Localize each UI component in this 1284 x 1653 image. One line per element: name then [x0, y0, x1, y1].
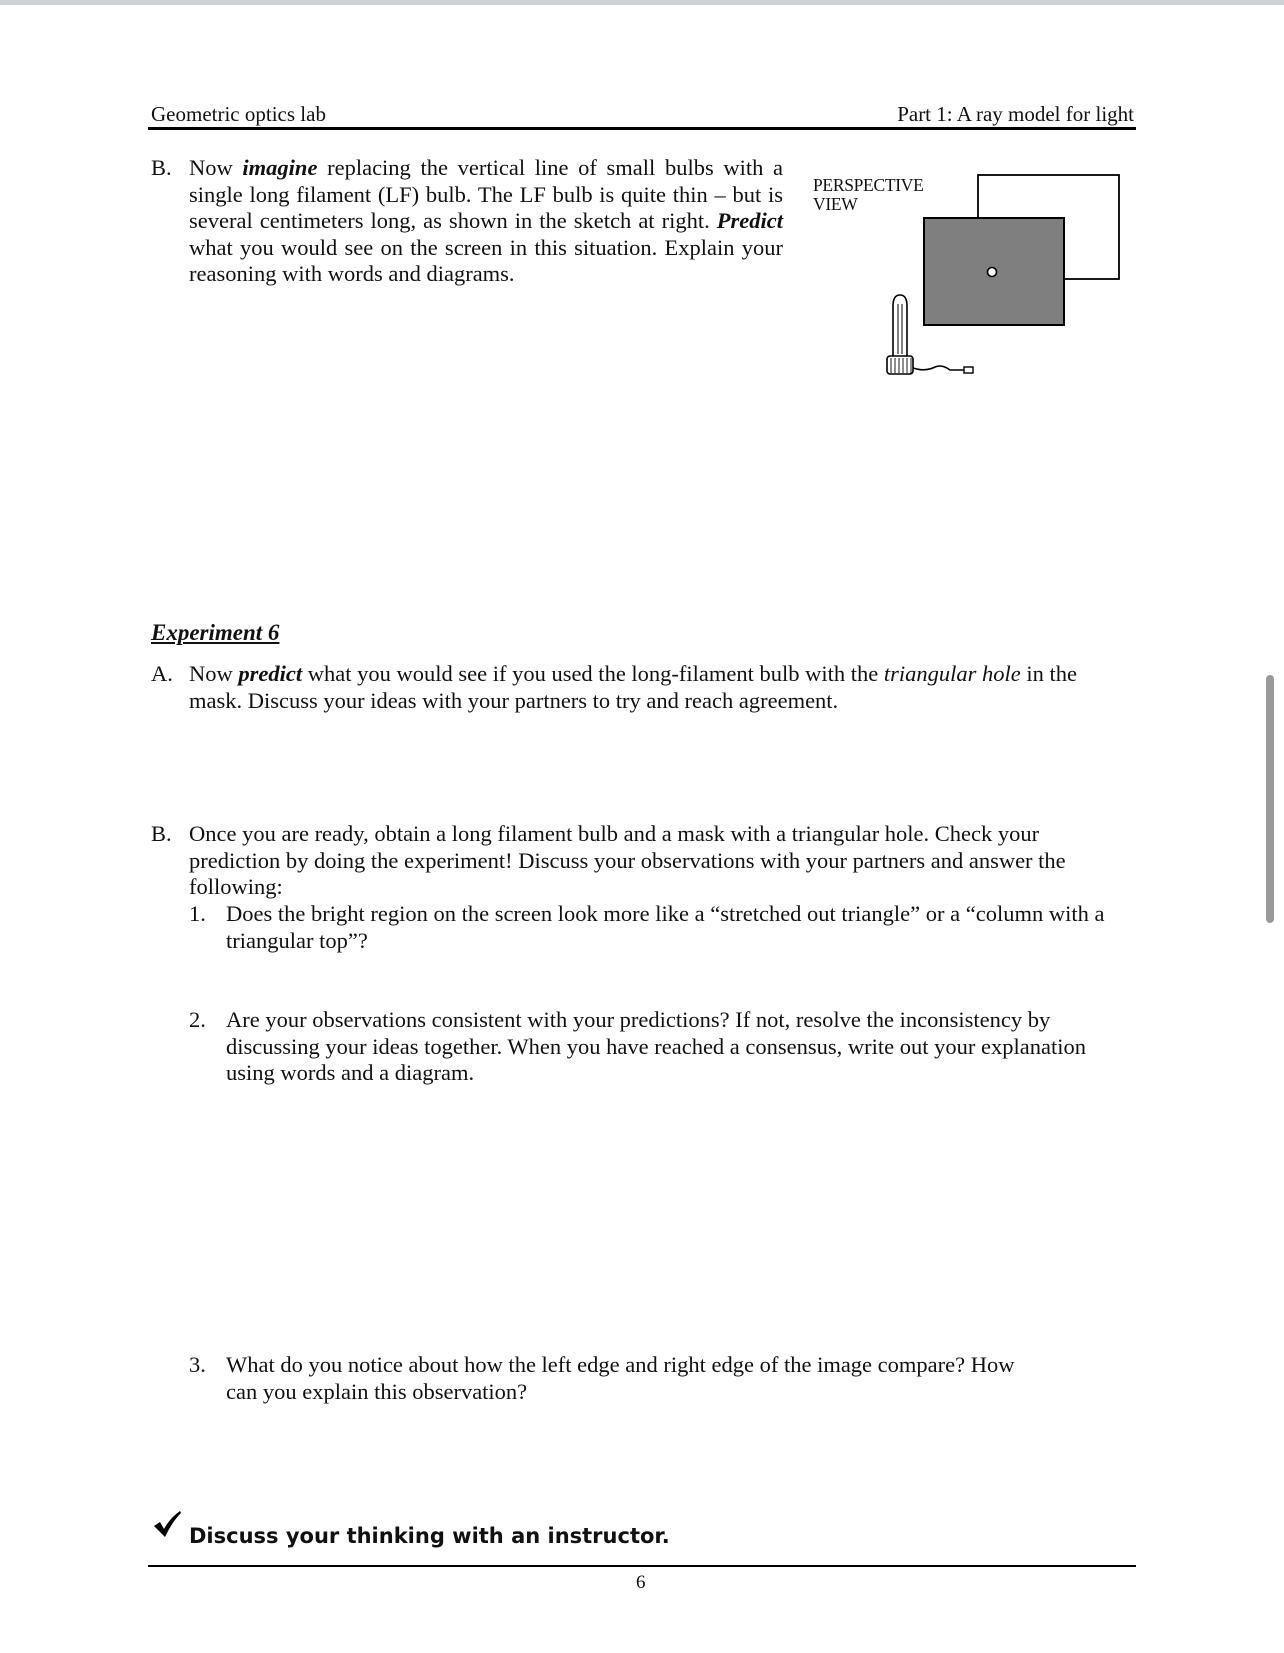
- bulb-mask-screen-sketch: [880, 168, 1130, 388]
- footer-rule: [148, 1565, 1136, 1567]
- bulb-plug: [964, 367, 973, 373]
- exp-a-text: [189, 661, 1109, 714]
- instructor-note: Discuss your thinking with an instructor.: [189, 1524, 670, 1548]
- part-b-text: [189, 155, 783, 288]
- part-b-text-2: replacing the vertical line of small bulbs with a single long filament (LF) bulb. The LF bulb is quite thin – but is several centimeters long, as shown in the sketch at right.: [189, 155, 784, 233]
- exp-a-text-1: Now: [189, 661, 239, 686]
- mask-hole: [988, 268, 997, 277]
- item-3-number: 3.: [189, 1352, 206, 1377]
- exp-a-text-2: what you would see if you used the long-filament bulb with the: [302, 661, 884, 686]
- exp-a-emph-predict: predict: [238, 661, 303, 686]
- bulb-cord: [913, 366, 964, 370]
- item-1-number: 1.: [189, 901, 206, 926]
- header-rule: [148, 127, 1136, 130]
- part-b-emph-imagine: imagine: [242, 155, 318, 180]
- item-3-text: What do you notice about how the left edge and right edge of the image compare? How can you explain this observation?: [226, 1352, 1015, 1404]
- exp-a-label: A.: [151, 661, 173, 686]
- bulb-glass: [893, 295, 907, 358]
- header-left: Geometric optics lab: [151, 102, 326, 126]
- checkmark-icon: [152, 1510, 182, 1540]
- vertical-scrollbar[interactable]: [1266, 675, 1274, 923]
- part-b-text-1: Now: [189, 155, 243, 180]
- figure-label-line2: VIEW: [813, 194, 858, 214]
- figure-label-line1: PERSPECTIVE: [813, 175, 924, 195]
- part-b-text-3: what you would see on the screen in this situation. Explain your reasoning with words and diagrams.: [189, 234, 783, 286]
- top-edge-bar: [0, 0, 1284, 5]
- exp-b-label: B.: [151, 821, 172, 846]
- item-2-number: 2.: [189, 1007, 206, 1032]
- part-b-emph-predict: Predict: [716, 208, 783, 233]
- experiment-title: Experiment 6: [151, 620, 280, 645]
- part-b-label: B.: [151, 155, 172, 180]
- item-1-text: Does the bright region on the screen look more like a “stretched out triangle” or a “column with a triangular top”?: [226, 901, 1105, 953]
- exp-b-text: Once you are ready, obtain a long filament bulb and a mask with a triangular hole. Check your prediction by doing the experiment! Discuss your observations with your partners and answer the following:: [189, 821, 1066, 899]
- page-number: 6: [636, 1572, 646, 1593]
- item-2-text: Are your observations consistent with your predictions? If not, resolve the inconsistency by discussing your ideas together. When you have reached a consensus, write out your explanation using words and a diagram.: [226, 1007, 1086, 1085]
- header-right: Part 1: A ray model for light: [897, 102, 1134, 126]
- exp-a-emph-triangular-hole: triangular hole: [883, 661, 1021, 686]
- exp-a-text-3: in the mask. Discuss your ideas with your partners to try and reach agreement.: [189, 661, 1078, 713]
